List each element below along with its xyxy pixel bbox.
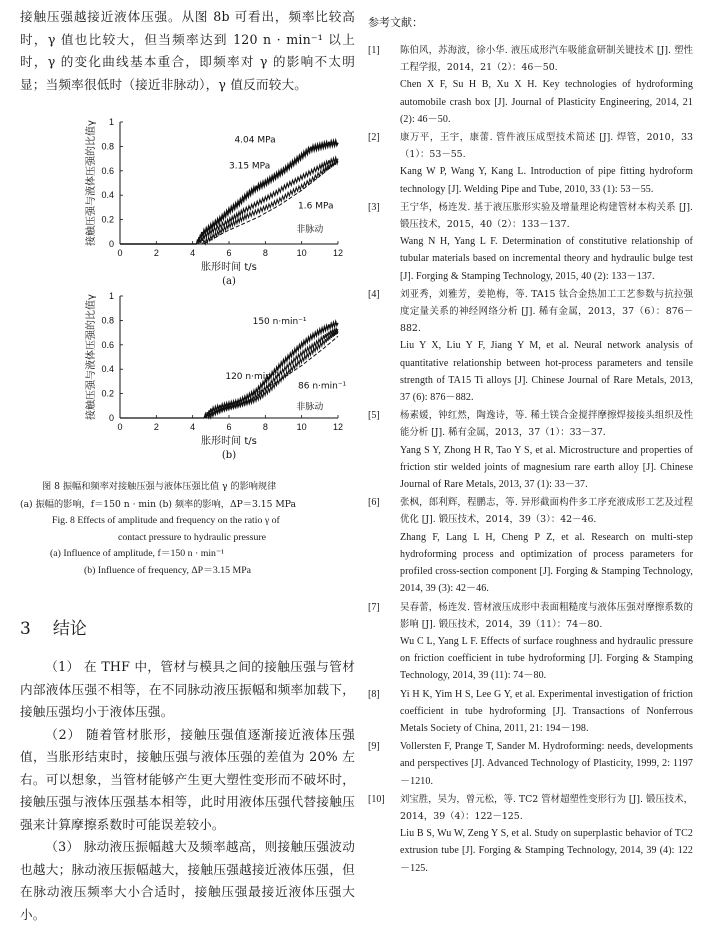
x-tick-label: 6 <box>226 248 232 258</box>
reference-cn: 杨素媛，钟红然，陶逸诗，等. 稀土镁合金搅拌摩擦焊接接头组织及性能分析 [J]. 稀有金属，2013，37（1）：33－37. <box>400 410 693 439</box>
reference-item <box>368 599 693 685</box>
reference-number: [1] <box>368 45 380 56</box>
reference-number: [7] <box>368 601 380 613</box>
reference-en: Yi H K, Yim H S, Lee G Y, et al. Experimental investigation of friction coefficient in tube hydroforming [J]. Transactions of Nonferrous Metals Society of China, 2011, 21: 194－198. <box>400 688 693 734</box>
x-tick-label: 12 <box>332 422 344 432</box>
reference-cn: 王宁华，杨连发. 基于液压胀形实验及增量理论构建管材本构关系 [J]. 锻压技术，2015，40（2）：133－137. <box>400 201 693 231</box>
conclusion-item: （2） 随着管材胀形，接触压强值逐渐接近液体压强值，当胀形结束时，接触压强与液体压强的差值为 20% 左右。可以想象，当管材能够产生更大塑性变形而不破坏时，接触压强与液体压强基本相等，此时用液体压强代替接触压强来计算摩擦系数时可能误差较小。 <box>20 726 355 832</box>
reference-number: [6] <box>368 497 380 509</box>
x-tick-label: 8 <box>262 422 268 432</box>
section-number: 3 <box>20 619 31 639</box>
chart-b <box>78 292 358 470</box>
x-tick-label: 2 <box>153 248 159 258</box>
figure-caption-en <box>20 513 355 579</box>
y-tick-label: 0 <box>108 239 114 249</box>
reference-cn: 张枫，郎利辉，程鹏志，等. 异形截面构件多工序充液成形工艺及过程优化 [J]. 锻压技术，2014，39（3）：42－46. <box>400 497 693 526</box>
reference-en: Liu Y X, Liu Y F, Jiang Y M, et al. Neural network analysis of quantitative relationship between hot-process parameters and tensile strength of TA15 Ti alloys [J]. Chinese Journal of Rare Metals, 2013, 37 (6): 876－882. <box>400 340 693 404</box>
references-heading: 参考文献： <box>368 16 423 29</box>
reference-en: Wu C L, Yang L F. Effects of surface roughness and hydraulic pressure on friction coefficient in tube hydroforming [J]. Forging & Stamping Technology, 2014, 39 (11): 74－80. <box>400 635 693 682</box>
reference-en: Liu B S, Wu W, Zeng Y S, et al. Study on superplastic behavior of TC2 extrusion tube [J]. Forging & Stamping Technology, 2014, 39 (4): 122－125. <box>400 828 693 874</box>
x-tick-label: 4 <box>190 248 196 258</box>
reference-item <box>368 199 693 285</box>
series-label: 86 n·min⁻¹ <box>298 381 347 392</box>
reference-cn: 康万平，王宇，康蕾. 管件液压成型技术简述 [J]. 焊管，2010，33（1）：53－55. <box>400 132 693 161</box>
y-tick-label: 0.6 <box>101 339 114 350</box>
reference-item <box>368 494 693 597</box>
y-tick-label: 0.6 <box>101 165 114 176</box>
reference-number: [2] <box>368 132 380 144</box>
conclusions <box>20 656 355 926</box>
reference-en: Wang N H, Yang L F. Determination of constitutive relationship of tubular materials based on incremental theory and hydraulic bulge test [J]. Forging & Stamping Technology, 2015, 40 (2): 133－137. <box>400 236 693 282</box>
x-tick-label: 0 <box>117 248 123 258</box>
y-tick-label: 0.2 <box>101 214 114 225</box>
series-label: 120 n·min⁻¹ <box>225 371 280 382</box>
series-label: 非脉动 <box>296 402 324 413</box>
y-axis-label: 接触压强与液体压强的比值γ <box>86 294 97 420</box>
figure-caption-en-title-1: Fig. 8 Effects of amplitude and frequency on the ratio γ of <box>52 515 280 526</box>
figure-caption-en-sub-a: (a) Influence of amplitude, f＝150 n · min⁻¹ <box>50 548 225 559</box>
reference-cn: 吴春蕾，杨连发. 管材液压成形中表面粗糙度与液体压强对摩擦系数的影响 [J]. 锻压技术，2014，39（11）：74－80. <box>400 601 693 630</box>
reference-en: Chen X F, Su H B, Xu X H. Key technologies of hydroforming automobile crash box [J]. Journal of Plasticity Engineering, 2014, 21 (2): 46－50. <box>400 79 693 125</box>
figure-caption-cn-sub: (a) 振幅的影响，f＝150 n · min (b) 频率的影响，ΔP＝3.15 MPa <box>20 499 297 510</box>
x-tick-label: 0 <box>117 422 123 432</box>
y-axis-label: 接触压强与液体压强的比值γ <box>86 120 97 246</box>
x-tick-label: 6 <box>226 422 232 432</box>
reference-number: [5] <box>368 410 380 422</box>
reference-item <box>368 286 693 406</box>
series-label: 3.15 MPa <box>229 161 271 172</box>
reference-number: [10] <box>368 793 385 805</box>
panel-label: (a) <box>222 276 236 287</box>
y-tick-label: 0 <box>108 413 114 423</box>
chart-a-container <box>78 118 358 296</box>
reference-number: [4] <box>368 288 380 300</box>
y-tick-label: 1 <box>108 117 114 127</box>
x-tick-label: 10 <box>296 248 307 258</box>
x-axis-label: 胀形时间 t/s <box>201 262 257 273</box>
figure-caption-en-sub-b: (b) Influence of frequency, ΔP＝3.15 MPa <box>84 564 251 576</box>
x-tick-label: 12 <box>332 248 344 258</box>
figure-caption-en-title-2: contact pressure to hydraulic pressure <box>118 531 266 543</box>
x-tick-label: 10 <box>296 422 307 432</box>
reference-number: [8] <box>368 688 380 700</box>
x-tick-label: 8 <box>262 248 268 258</box>
section-title: 结论 <box>52 619 87 639</box>
chart-a <box>78 118 358 296</box>
reference-en: Vollersten F, Prange T, Sander M. Hydroforming: needs, developments and perspectives [J]. Advanced Technology of Plasticity, 1999, 2: 1197－1210. <box>400 741 693 787</box>
reference-cn: 陈伯风，苏海波，徐小华. 液压成形汽车吸能盒研制关键技术 [J]. 塑性工程学报，2014，21（2）：46－50. <box>400 45 693 74</box>
y-tick-label: 1 <box>108 291 114 301</box>
reference-number: [9] <box>368 741 380 753</box>
y-tick-label: 0.2 <box>101 388 114 399</box>
reference-item <box>368 738 693 790</box>
series-label: 1.6 MPa <box>298 201 334 212</box>
reference-item <box>368 129 693 198</box>
figure-caption-cn-title: 图 8 振幅和频率对接触压强与液体压强比值 γ 的影响规律 <box>42 481 277 492</box>
chart-b-container <box>78 292 358 470</box>
y-tick-label: 0.8 <box>101 141 114 152</box>
y-tick-label: 0.8 <box>101 315 114 326</box>
reference-item <box>368 791 693 877</box>
reference-item <box>368 686 693 738</box>
conclusion-item: （3） 脉动液压振幅越大及频率越高，则接触压强波动也越大；脉动液压振幅越大，接触压强越接近液体压强，但在脉动液压频率大小合适时，接触压强最接近液体压强大小。 <box>20 839 355 922</box>
reference-cn: 刘亚秀，刘雅芳，姜艳梅，等. TA15 钛合金热加工工艺参数与抗拉强度定量关系的神经网络分析 [J]. 稀有金属，2013，37（6）：876－882. <box>400 288 693 335</box>
x-axis-label: 胀形时间 t/s <box>201 436 257 447</box>
reference-en: Kang W P, Wang Y, Kang L. Introduction of pipe fitting hydroform technology [J]. Welding Pipe and Tube, 2010, 33 (1): 53－55. <box>400 166 693 195</box>
reference-item <box>368 42 693 128</box>
conclusion-item: （1） 在 THF 中，管材与模具之间的接触压强与管材内部液体压强不相等，在不同脉动液压振幅和频率加载下，接触压强均小于液体压强。 <box>20 659 355 719</box>
series-label: 4.04 MPa <box>234 135 276 146</box>
y-tick-label: 0.4 <box>101 190 114 201</box>
series-label: 非脉动 <box>296 224 324 235</box>
panel-label: (b) <box>221 450 237 461</box>
reference-cn: 刘宝胜，吴为，曾元松，等. TC2 管材超塑性变形行为 [J]. 锻压技术，2014，39（4）：122－125. <box>400 793 693 822</box>
reference-list <box>368 42 693 878</box>
y-tick-label: 0.4 <box>101 364 114 375</box>
series-label: 150 n·min⁻¹ <box>252 317 307 328</box>
x-tick-label: 2 <box>153 422 159 432</box>
x-tick-label: 4 <box>190 422 196 432</box>
section-heading <box>20 614 109 639</box>
intro-paragraph: 接触压强越接近液体压强。从图 8b 可看出，频率比较高时，γ 值也比较大，但当频率达到 120 n · min⁻¹ 以上时，γ 的变化曲线基本重合，即频率对 γ 的影响不太明显；当频率很低时（接近非脉动），γ 值反而较大。 <box>20 9 355 92</box>
reference-en: Yang S Y, Zhong H R, Tao Y S, et al. Microstructure and properties of friction stir welded joints of magnesium rare earth alloy [J]. Chinese Journal of Rare Metals, 2013, 37 (1): 33－37. <box>400 444 693 491</box>
reference-number: [3] <box>368 201 380 213</box>
reference-item <box>368 407 693 493</box>
reference-en: Zhang F, Lang L H, Cheng P Z, et al. Research on multi-step hydroforming process and optimization of process parameters for profiled cross-section component [J]. Forging & Stamping Technology, 2014, 39 (3): 42－46. <box>400 531 693 595</box>
